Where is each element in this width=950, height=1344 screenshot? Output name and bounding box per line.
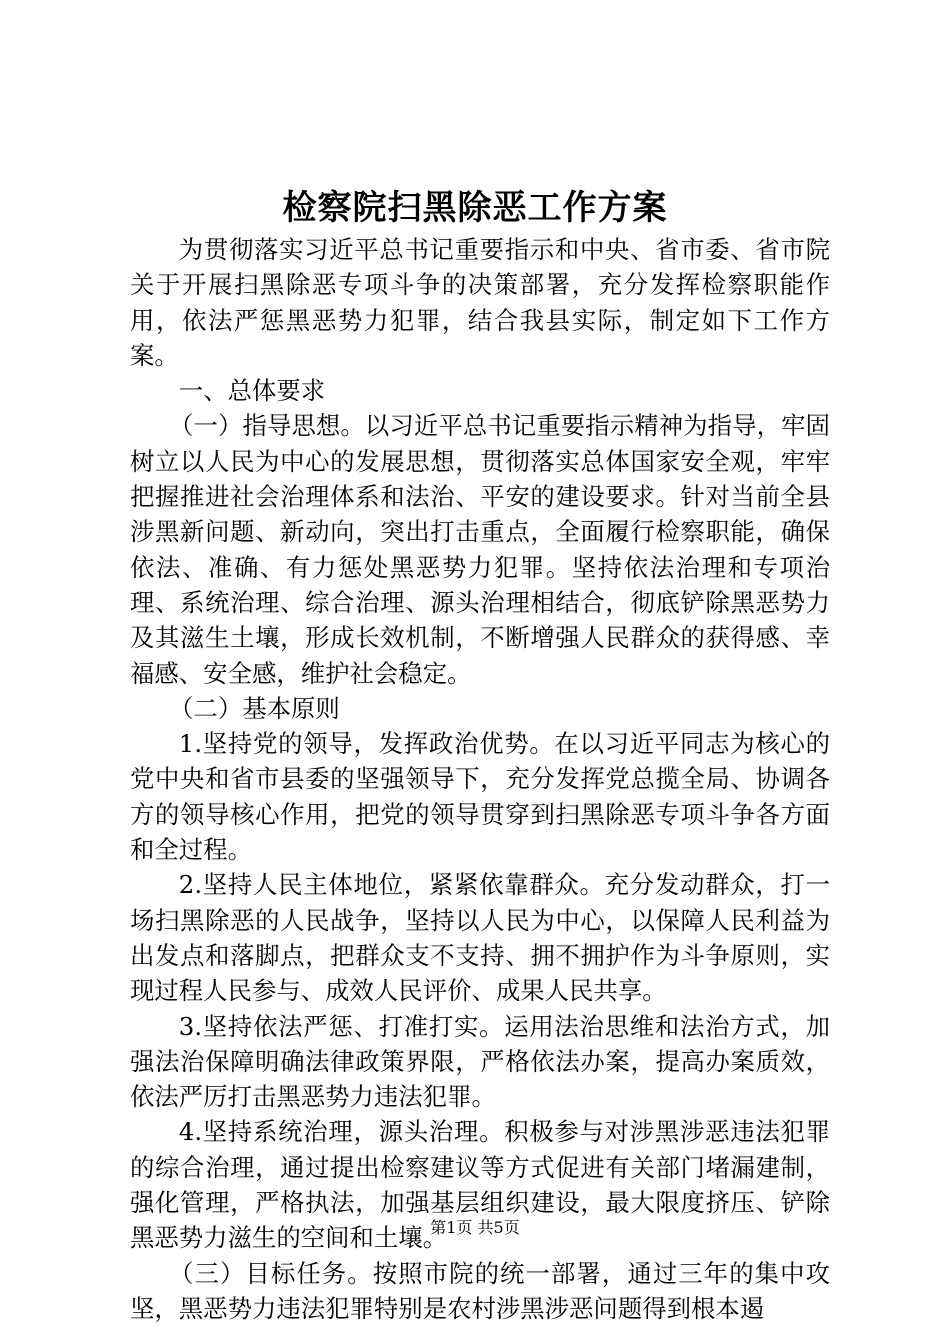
paragraph-principle-1: 1.坚持党的领导，发挥政治优势。在以习近平同志为核心的党中央和省市县委的坚强领导下，充分发挥党总揽全局、协调各方的领导核心作用，把党的领导贯穿到扫黑除恶专项斗争各方面和全过程。: [130, 729, 830, 865]
paragraph-target-tasks: （三）目标任务。按照市院的统一部署，通过三年的集中攻坚，黑恶势力违法犯罪特别是农村涉黑涉恶问题得到根本遏: [130, 1258, 830, 1323]
document-body: [130, 232, 830, 1326]
paragraph-guiding-ideology: （一）指导思想。以习近平总书记重要指示精神为指导，牢固树立以人民为中心的发展思想，贯彻落实总体国家安全观，牢牢把握推进社会治理体系和法治、平安的建设要求。针对当前全县涉黑新问题、新动向，突出打击重点，全面履行检察职能，确保依法、准确、有力惩处黑恶势力犯罪。坚持依法治理和专项治理、系统治理、综合治理、源头治理相结合，彻底铲除黑恶势力及其滋生土壤，形成长效机制，不断增强人民群众的获得感、幸福感、安全感，维护社会稳定。: [130, 411, 830, 688]
paragraph-intro: 为贯彻落实习近平总书记重要指示和中央、省市委、省市院关于开展扫黑除恶专项斗争的决策部署，充分发挥检察职能作用，依法严惩黑恶势力犯罪，结合我县实际，制定如下工作方案。: [130, 235, 830, 370]
subheading-basic-principles: （二）基本原则: [169, 693, 340, 723]
page-number-footer: 第1页 共5页: [430, 1218, 520, 1237]
paragraph-principle-4: 4.坚持系统治理，源头治理。积极参与对涉黑涉恶违法犯罪的综合治理，通过提出检察建议等方式促进有关部门堵漏建制，强化管理，严格执法，加强基层组织建设，最大限度挤压、铲除黑恶势力滋生的空间和土壤。: [130, 1117, 830, 1253]
paragraph-principle-3: 3.坚持依法严惩、打准打实。运用法治思维和法治方式，加强法治保障明确法律政策界限，严格依法办案，提高办案质效，依法严厉打击黑恶势力违法犯罪。: [130, 1011, 830, 1112]
paragraph-principle-2: 2.坚持人民主体地位，紧紧依靠群众。充分发动群众，打一场扫黑除恶的人民战争，坚持以人民为中心，以保障人民利益为出发点和落脚点，把群众支不支持、拥不拥护作为斗争原则，实现过程人民参与、成效人民评价、成果人民共享。: [130, 870, 830, 1006]
section-heading-general-requirements: 一、总体要求: [178, 376, 326, 406]
page-title: 检察院扫黑除恶工作方案: [282, 188, 668, 228]
